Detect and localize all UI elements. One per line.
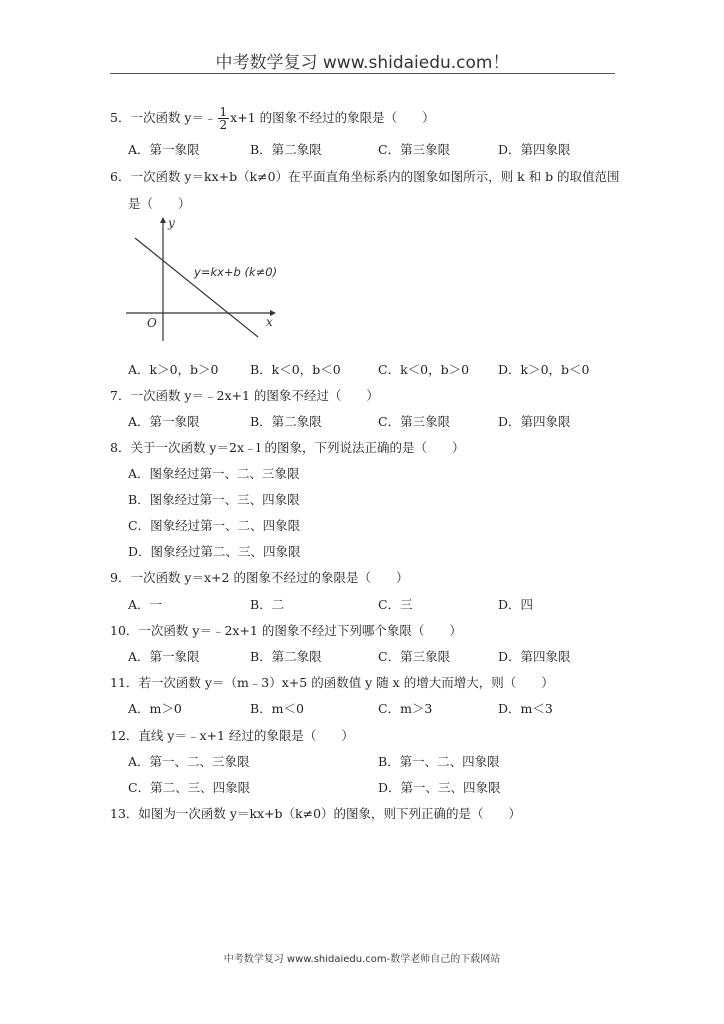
question-12-stem: 12．直线 y＝﹣x+1 经过的象限是（ ） xyxy=(110,728,354,743)
question-8-option-a[interactable]: A．图象经过第一、二、三象限 xyxy=(128,466,300,481)
question-7-option-c[interactable]: C．第三象限 xyxy=(378,414,451,429)
question-5-stem-prefix: 5．一次函数 y＝﹣ xyxy=(110,110,217,125)
question-8-option-d[interactable]: D．图象经过第二、三、四象限 xyxy=(128,544,301,559)
question-12-option-b[interactable]: B．第一、二、四象限 xyxy=(378,754,500,769)
question-6-option-d[interactable]: D．k＞0，b＜0 xyxy=(498,362,590,377)
question-5-stem-suffix: x+1 的图象不经过的象限是（ ） xyxy=(230,110,435,125)
question-6-option-a[interactable]: A．k＞0，b＞0 xyxy=(128,362,219,377)
question-9-option-b[interactable]: B．二 xyxy=(250,597,285,612)
question-6-graph xyxy=(120,213,285,343)
question-12-option-c[interactable]: C．第二、三、四象限 xyxy=(128,780,251,795)
question-5-option-d[interactable]: D．第四象限 xyxy=(498,142,571,157)
question-9-stem: 9．一次函数 y＝x+2 的图象不经过的象限是（ ） xyxy=(110,570,409,585)
question-11-option-c[interactable]: C．m＞3 xyxy=(378,701,433,716)
question-6-option-b[interactable]: B．k＜0，b＜0 xyxy=(250,362,341,377)
question-12-option-a[interactable]: A．第一、二、三象限 xyxy=(128,754,250,769)
fraction-denominator: 2 xyxy=(219,118,228,132)
question-10-stem: 10．一次函数 y＝﹣2x+1 的图象不经过下列哪个象限（ ） xyxy=(110,623,462,638)
question-7-option-d[interactable]: D．第四象限 xyxy=(498,414,571,429)
question-5-option-a[interactable]: A．第一象限 xyxy=(128,142,200,157)
question-10-option-a[interactable]: A．第一象限 xyxy=(128,649,200,664)
question-9-option-c[interactable]: C．三 xyxy=(378,597,413,612)
question-9-option-a[interactable]: A．一 xyxy=(128,597,163,612)
fraction-numerator: 1 xyxy=(219,105,228,119)
question-10-option-c[interactable]: C．第三象限 xyxy=(378,649,451,664)
question-11-option-d[interactable]: D．m＜3 xyxy=(498,701,553,716)
page-footer: 中考数学复习 www.shidaiedu.com-数学老师自己的下载网站 xyxy=(223,954,501,965)
question-10-option-d[interactable]: D．第四象限 xyxy=(498,649,571,664)
question-12-option-d[interactable]: D．第一、三、四象限 xyxy=(378,780,501,795)
question-5-stem xyxy=(110,106,435,131)
question-7-stem: 7．一次函数 y＝﹣2x+1 的图象不经过（ ） xyxy=(110,388,379,403)
origin-label: O xyxy=(147,316,157,330)
question-6-option-c[interactable]: C．k＜0，b＞0 xyxy=(378,362,470,377)
header-divider xyxy=(110,73,615,74)
fraction xyxy=(218,106,230,131)
question-8-option-b[interactable]: B．图象经过第一、三、四象限 xyxy=(128,492,300,507)
x-axis-label: x xyxy=(266,315,273,329)
question-11-option-b[interactable]: B．m＜0 xyxy=(250,701,304,716)
question-13-stem: 13．如图为一次函数 y＝kx+b（k≠0）的图象，则下列正确的是（ ） xyxy=(110,806,522,821)
question-11-stem: 11．若一次函数 y＝（m﹣3）x+5 的函数值 y 随 x 的增大而增大，则（ ） xyxy=(110,675,554,690)
question-11-option-a[interactable]: A．m＞0 xyxy=(128,701,182,716)
question-6-stem: 6．一次函数 y＝kx+b（k≠0）在平面直角坐标系内的图象如图所示，则 k 和 b 的取值范围 xyxy=(110,169,620,184)
question-7-option-b[interactable]: B．第二象限 xyxy=(250,414,322,429)
question-5-option-b[interactable]: B．第二象限 xyxy=(250,142,322,157)
question-8-option-c[interactable]: C．图象经过第一、二、四象限 xyxy=(128,518,301,533)
line-equation-label: y=kx+b (k≠0) xyxy=(194,265,278,279)
question-9-option-d[interactable]: D．四 xyxy=(498,597,534,612)
question-10-option-b[interactable]: B．第二象限 xyxy=(250,649,322,664)
y-axis-arrow-icon xyxy=(160,217,166,223)
y-axis-label: y xyxy=(168,216,175,230)
question-7-option-a[interactable]: A．第一象限 xyxy=(128,414,200,429)
question-8-stem: 8．关于一次函数 y＝2x﹣l 的图象，下列说法正确的是（ ） xyxy=(110,440,465,455)
question-5-option-c[interactable]: C．第三象限 xyxy=(378,142,451,157)
page-header: 中考数学复习 www.shidaiedu.com！ xyxy=(215,53,510,73)
question-6-stem-continued: 是（ ） xyxy=(128,196,191,211)
